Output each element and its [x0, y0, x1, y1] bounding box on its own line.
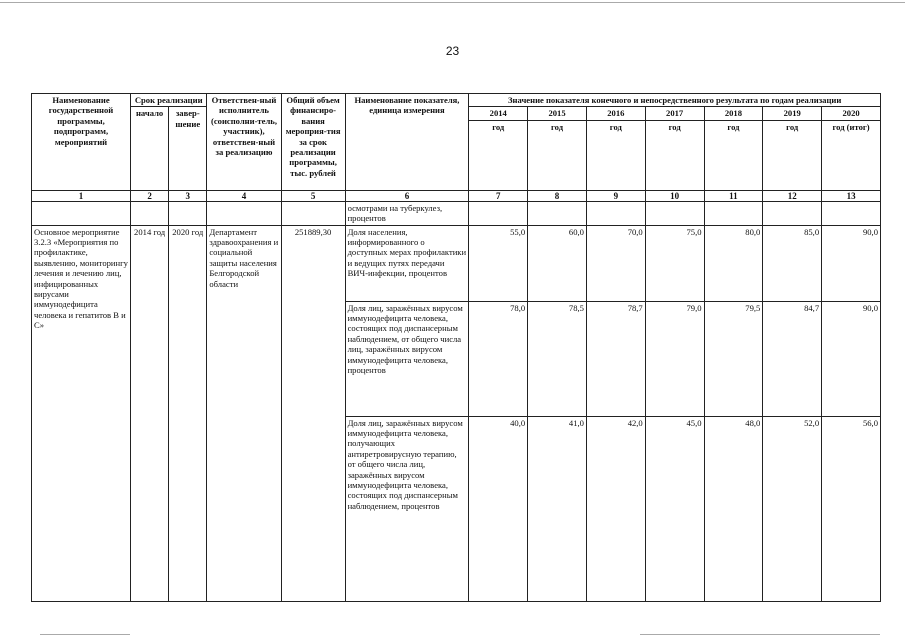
column-number: 8	[528, 190, 587, 201]
header-year-sub: год	[528, 120, 587, 190]
indicator-value: 90,0	[822, 301, 881, 416]
column-number: 9	[586, 190, 645, 201]
header-year: 2020	[822, 107, 881, 120]
header-year: 2019	[763, 107, 822, 120]
indicator-value: 40,0	[469, 416, 528, 601]
indicator-name: Доля лиц, заражённых вирусом иммунодефицита человека, состоящих под диспансерным наблюдением, от общего числа лиц, заражённых вирусом иммунодефицита человека, процентов	[345, 301, 469, 416]
header-year: 2018	[704, 107, 763, 120]
header-year: 2014	[469, 107, 528, 120]
column-number: 5	[281, 190, 345, 201]
header-year-sub: год	[704, 120, 763, 190]
carry-over-text: осмотрами на туберкулез, процентов	[345, 201, 469, 225]
indicator-value: 41,0	[528, 416, 587, 601]
indicator-name: Доля населения, информированного о доступных мерах профилактики и ведущих путях передачи ВИЧ-инфекции, процентов	[345, 225, 469, 301]
table-row	[32, 201, 881, 225]
event-financing: 251889,30	[281, 225, 345, 601]
header-name: Наименование государственной программы, подпрограмм, мероприятий	[32, 94, 131, 191]
header-start: начало	[131, 107, 169, 190]
indicator-value: 78,7	[586, 301, 645, 416]
header-executor: Ответствен-ный исполнитель (соисполни-тель, участник), ответствен-ный за реализацию	[207, 94, 281, 191]
event-start: 2014 год	[131, 225, 169, 601]
header-year: 2017	[645, 107, 704, 120]
scan-artifact	[640, 634, 880, 635]
indicator-value: 84,7	[763, 301, 822, 416]
header-result-values: Значение показателя конечного и непосредственного результата по годам реализации	[469, 94, 881, 107]
header-year-sub: год	[763, 120, 822, 190]
indicator-value: 70,0	[586, 225, 645, 301]
column-number: 13	[822, 190, 881, 201]
header-year-sub: год	[469, 120, 528, 190]
column-number: 4	[207, 190, 281, 201]
indicator-value: 79,0	[645, 301, 704, 416]
column-number: 2	[131, 190, 169, 201]
event-name: Основное мероприятие 3.2.3 «Мероприятия по профилактике, выявлению, мониторингу лечения и лечению лиц, инфицированных вирусами иммунодефицита человека и гепатитов В и С»	[32, 225, 131, 601]
indicator-name: Доля лиц, заражённых вирусом иммунодефицита человека, получающих антиретровирусную терапию, от общего числа лиц, заражённых вирусом иммунодефицита человека, состоящих под диспансерным наблюдением, процентов	[345, 416, 469, 601]
column-number: 10	[645, 190, 704, 201]
indicator-value: 78,0	[469, 301, 528, 416]
column-number: 6	[345, 190, 469, 201]
indicator-value: 80,0	[704, 225, 763, 301]
column-number: 1	[32, 190, 131, 201]
column-number: 11	[704, 190, 763, 201]
indicator-value: 52,0	[763, 416, 822, 601]
event-executor: Департамент здравоохранения и социальной защиты населения Белгородской области	[207, 225, 281, 601]
header-year: 2016	[586, 107, 645, 120]
header-indicator: Наименование показателя, единица измерения	[345, 94, 469, 191]
indicator-value: 85,0	[763, 225, 822, 301]
column-number: 7	[469, 190, 528, 201]
indicator-value: 56,0	[822, 416, 881, 601]
indicator-value: 48,0	[704, 416, 763, 601]
indicator-value: 90,0	[822, 225, 881, 301]
column-number: 12	[763, 190, 822, 201]
indicator-value: 79,5	[704, 301, 763, 416]
event-end: 2020 год	[169, 225, 207, 601]
header-year: 2015	[528, 107, 587, 120]
indicator-value: 55,0	[469, 225, 528, 301]
header-year-sub: год	[645, 120, 704, 190]
header-period: Срок реализации	[131, 94, 207, 107]
indicator-value: 78,5	[528, 301, 587, 416]
results-table	[31, 93, 881, 602]
table-row	[32, 225, 881, 301]
column-number: 3	[169, 190, 207, 201]
indicator-value: 75,0	[645, 225, 704, 301]
indicator-value: 45,0	[645, 416, 704, 601]
indicator-value: 60,0	[528, 225, 587, 301]
header-end: завер-шение	[169, 107, 207, 190]
page-number: 23	[445, 44, 460, 58]
indicator-value: 42,0	[586, 416, 645, 601]
header-year-sub: год (итог)	[822, 120, 881, 190]
scan-edge-top	[0, 2, 905, 3]
header-financing: Общий объем финансиро-вания мероприя-тия за срок реализации программы, тыс. рублей	[281, 94, 345, 191]
scan-artifact	[40, 634, 130, 635]
header-year-sub: год	[586, 120, 645, 190]
